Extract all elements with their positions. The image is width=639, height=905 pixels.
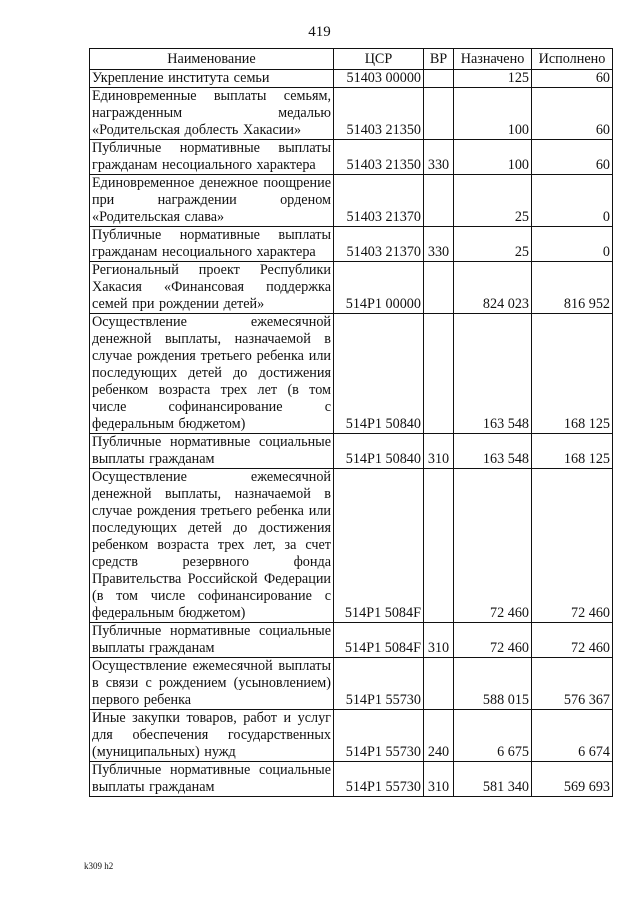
- row-csr: 514P1 55730: [334, 658, 424, 710]
- row-vr: [424, 175, 454, 227]
- row-executed: 0: [532, 227, 613, 262]
- row-vr: 240: [424, 710, 454, 762]
- row-vr: [424, 658, 454, 710]
- table-row: [90, 70, 613, 88]
- row-executed: 816 952: [532, 262, 613, 314]
- row-csr: 51403 21370: [334, 175, 424, 227]
- row-assigned: 163 548: [454, 434, 532, 469]
- row-executed: 168 125: [532, 434, 613, 469]
- row-vr: 330: [424, 227, 454, 262]
- row-executed: 60: [532, 70, 613, 88]
- row-executed: 60: [532, 140, 613, 175]
- header-executed: Исполнено: [532, 49, 613, 70]
- row-executed: 569 693: [532, 762, 613, 797]
- row-csr: 514P1 5084F: [334, 623, 424, 658]
- budget-table: [89, 48, 613, 797]
- row-executed: 60: [532, 88, 613, 140]
- table-row: [90, 434, 613, 469]
- row-assigned: 72 460: [454, 623, 532, 658]
- row-executed: 72 460: [532, 623, 613, 658]
- row-assigned: 100: [454, 88, 532, 140]
- table-row: [90, 227, 613, 262]
- row-vr: [424, 88, 454, 140]
- row-assigned: 100: [454, 140, 532, 175]
- row-vr: 310: [424, 623, 454, 658]
- row-name: Единовременное денежное поощрение при награждении орденом «Родительская слава»: [90, 175, 334, 227]
- row-name: Единовременные выплаты семьям, награжденным медалью «Родительская доблесть Хакасии»: [90, 88, 334, 140]
- row-csr: 51403 21370: [334, 227, 424, 262]
- table-row: [90, 658, 613, 710]
- row-executed: 6 674: [532, 710, 613, 762]
- row-csr: 51403 00000: [334, 70, 424, 88]
- row-name: Осуществление ежемесячной денежной выплаты, назначаемой в случае рождения третьего ребенка или последующих детей до достижения ребенком возраста трех лет (в том числе софинансирование с федеральным бюджетом): [90, 314, 334, 434]
- row-vr: [424, 262, 454, 314]
- row-name: Осуществление ежемесячной выплаты в связи с рождением (усыновлением) первого ребенка: [90, 658, 334, 710]
- table-row: [90, 762, 613, 797]
- row-name: Иные закупки товаров, работ и услуг для обеспечения государственных (муниципальных) нужд: [90, 710, 334, 762]
- row-executed: 0: [532, 175, 613, 227]
- table-header-row: [90, 49, 613, 70]
- table-row: [90, 469, 613, 623]
- table-row: [90, 140, 613, 175]
- row-assigned: 588 015: [454, 658, 532, 710]
- row-csr: 51403 21350: [334, 88, 424, 140]
- header-csr: ЦСР: [334, 49, 424, 70]
- header-name: Наименование: [90, 49, 334, 70]
- row-name: Публичные нормативные выплаты гражданам несоциального характера: [90, 227, 334, 262]
- row-csr: 514P1 00000: [334, 262, 424, 314]
- row-assigned: 25: [454, 227, 532, 262]
- row-name: Публичные нормативные социальные выплаты гражданам: [90, 762, 334, 797]
- row-name: Публичные нормативные социальные выплаты гражданам: [90, 623, 334, 658]
- table-row: [90, 710, 613, 762]
- row-executed: 168 125: [532, 314, 613, 434]
- row-vr: [424, 469, 454, 623]
- row-assigned: 72 460: [454, 469, 532, 623]
- page-number: 419: [308, 24, 331, 40]
- row-name: Осуществление ежемесячной денежной выплаты, назначаемой в случае рождения третьего ребенка или последующих детей до достижения ребенком возраста трех лет, за счет средств резервного фонда Правительства Российской Федерации (в том числе софинансирование с федеральным бюджетом): [90, 469, 334, 623]
- table-row: [90, 314, 613, 434]
- row-assigned: 824 023: [454, 262, 532, 314]
- row-executed: 576 367: [532, 658, 613, 710]
- row-csr: 514P1 55730: [334, 710, 424, 762]
- row-name: Публичные нормативные выплаты гражданам несоциального характера: [90, 140, 334, 175]
- row-csr: 514P1 50840: [334, 314, 424, 434]
- row-csr: 514P1 50840: [334, 434, 424, 469]
- row-csr: 514P1 55730: [334, 762, 424, 797]
- row-assigned: 581 340: [454, 762, 532, 797]
- header-assigned: Назначено: [454, 49, 532, 70]
- row-csr: 514P1 5084F: [334, 469, 424, 623]
- row-assigned: 6 675: [454, 710, 532, 762]
- row-name: Региональный проект Республики Хакасия «Финансовая поддержка семей при рождении детей»: [90, 262, 334, 314]
- table-row: [90, 175, 613, 227]
- table-row: [90, 623, 613, 658]
- row-vr: [424, 70, 454, 88]
- row-assigned: 163 548: [454, 314, 532, 434]
- row-vr: 330: [424, 140, 454, 175]
- row-vr: 310: [424, 762, 454, 797]
- row-vr: 310: [424, 434, 454, 469]
- row-name: Укрепление института семьи: [90, 70, 334, 88]
- row-executed: 72 460: [532, 469, 613, 623]
- table-row: [90, 262, 613, 314]
- footer-code: k309 h2: [84, 861, 114, 871]
- row-assigned: 125: [454, 70, 532, 88]
- row-name: Публичные нормативные социальные выплаты гражданам: [90, 434, 334, 469]
- table-row: [90, 88, 613, 140]
- row-vr: [424, 314, 454, 434]
- row-assigned: 25: [454, 175, 532, 227]
- row-csr: 51403 21350: [334, 140, 424, 175]
- header-vr: ВР: [424, 49, 454, 70]
